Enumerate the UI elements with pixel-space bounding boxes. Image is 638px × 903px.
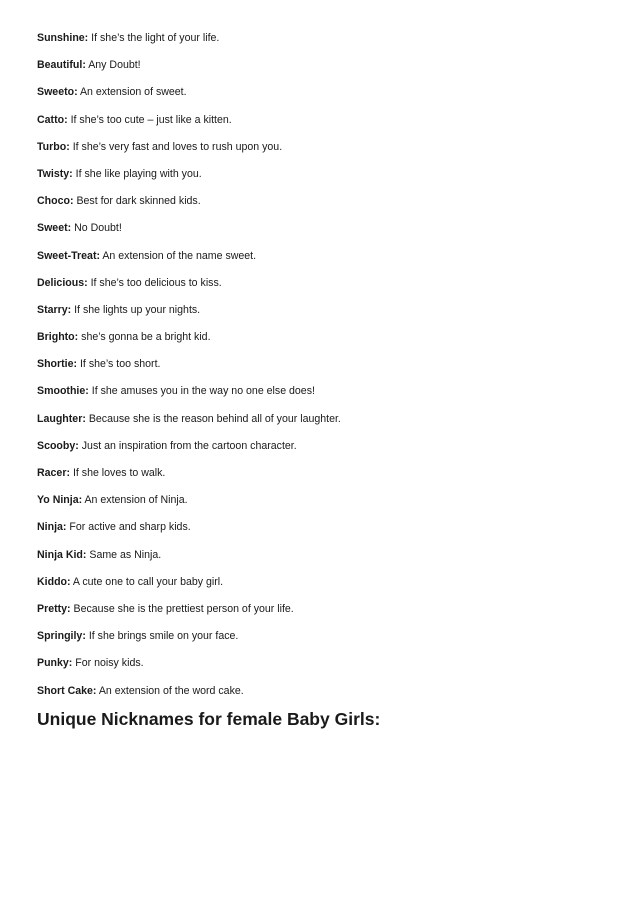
nickname-term: Turbo: (37, 140, 70, 153)
nickname-entry (37, 575, 341, 602)
nickname-entry (37, 330, 341, 357)
nickname-entry (37, 249, 341, 276)
nickname-description: For noisy kids. (75, 657, 144, 670)
nickname-term: Ninja: (37, 521, 67, 534)
nickname-description: An extension of sweet. (79, 86, 187, 99)
nickname-entry (37, 31, 341, 58)
nickname-term: Choco: (37, 195, 74, 208)
nickname-description: For active and sharp kids. (69, 521, 191, 534)
nickname-description: If she brings smile on your face. (88, 630, 239, 643)
nickname-description: Just an inspiration from the cartoon character. (81, 439, 297, 452)
nickname-term: Smoothie: (37, 385, 89, 398)
nickname-entry (37, 548, 341, 575)
nickname-description: An extension of Ninja. (84, 494, 188, 507)
nickname-description: An extension of the name sweet. (102, 249, 257, 262)
nickname-term: Yo Ninja: (37, 494, 83, 507)
nickname-term: Short Cake: (37, 684, 97, 697)
nickname-entry (37, 629, 341, 656)
nickname-entry (37, 194, 341, 221)
nickname-entry (37, 520, 341, 547)
nickname-term: Pretty: (37, 602, 71, 615)
nickname-term: Shortie: (37, 358, 78, 371)
nickname-description: Because she is the prettiest person of your life. (73, 602, 294, 615)
nickname-term: Sunshine: (37, 32, 89, 44)
nickname-entry (37, 221, 341, 248)
nickname-term: Springily: (37, 630, 86, 643)
nickname-term: Beautiful: (37, 59, 86, 72)
nickname-entry (37, 357, 341, 384)
nickname-entry (37, 303, 341, 330)
nickname-description: A cute one to call your baby girl. (72, 575, 224, 588)
nickname-term: Starry: (37, 303, 72, 316)
nickname-term: Racer: (37, 467, 70, 479)
nickname-term: Ninja Kid: (37, 548, 87, 561)
nickname-description: If she’s too cute – just like a kitten. (70, 113, 232, 126)
nickname-description: If she amuses you in the way no one else does! (91, 385, 315, 398)
section-heading: Unique Nicknames for female Baby Girls: (37, 709, 381, 729)
nickname-entry (37, 276, 341, 303)
nickname-term: Laughter: (37, 412, 86, 425)
nickname-description: Any Doubt! (88, 59, 141, 72)
nickname-description: she’s gonna be a bright kid. (81, 331, 211, 344)
nickname-term: Sweeto: (37, 86, 78, 99)
nickname-description: If she lights up your nights. (74, 303, 201, 316)
nickname-entry (37, 167, 341, 194)
nickname-entry (37, 439, 341, 466)
nickname-term: Sweet: (37, 222, 72, 235)
nickname-entry (37, 412, 341, 439)
nickname-description: If she like playing with you. (75, 167, 202, 180)
nickname-term: Twisty: (37, 167, 73, 180)
nickname-description: Best for dark skinned kids. (76, 195, 201, 208)
nickname-description: If she’s too short. (79, 358, 161, 371)
nickname-term: Kiddo: (37, 575, 71, 588)
nickname-description: An extension of the word cake. (98, 684, 244, 697)
nickname-entry (37, 384, 341, 411)
nickname-description: Same as Ninja. (89, 548, 162, 561)
nickname-description: Because she is the reason behind all of your laughter. (88, 412, 341, 425)
nickname-entry (37, 656, 341, 683)
nickname-entry (37, 140, 341, 167)
nickname-description: No Doubt! (74, 222, 122, 235)
nickname-description: If she’s the light of your life. (91, 32, 220, 44)
nickname-term: Scooby: (37, 439, 79, 452)
nickname-entry (37, 493, 341, 520)
nickname-term: Punky: (37, 657, 73, 670)
nickname-entry (37, 602, 341, 629)
nickname-entry (37, 466, 341, 493)
nickname-list (37, 31, 341, 711)
nickname-entry (37, 58, 341, 85)
nickname-entry (37, 113, 341, 140)
nickname-entry (37, 85, 341, 112)
nickname-term: Brighto: (37, 331, 79, 344)
nickname-term: Delicious: (37, 276, 88, 289)
nickname-term: Catto: (37, 113, 68, 126)
nickname-description: If she loves to walk. (72, 467, 166, 479)
nickname-description: If she’s very fast and loves to rush upon you. (72, 140, 283, 153)
nickname-description: If she’s too delicious to kiss. (90, 276, 222, 289)
nickname-term: Sweet-Treat: (37, 249, 100, 262)
